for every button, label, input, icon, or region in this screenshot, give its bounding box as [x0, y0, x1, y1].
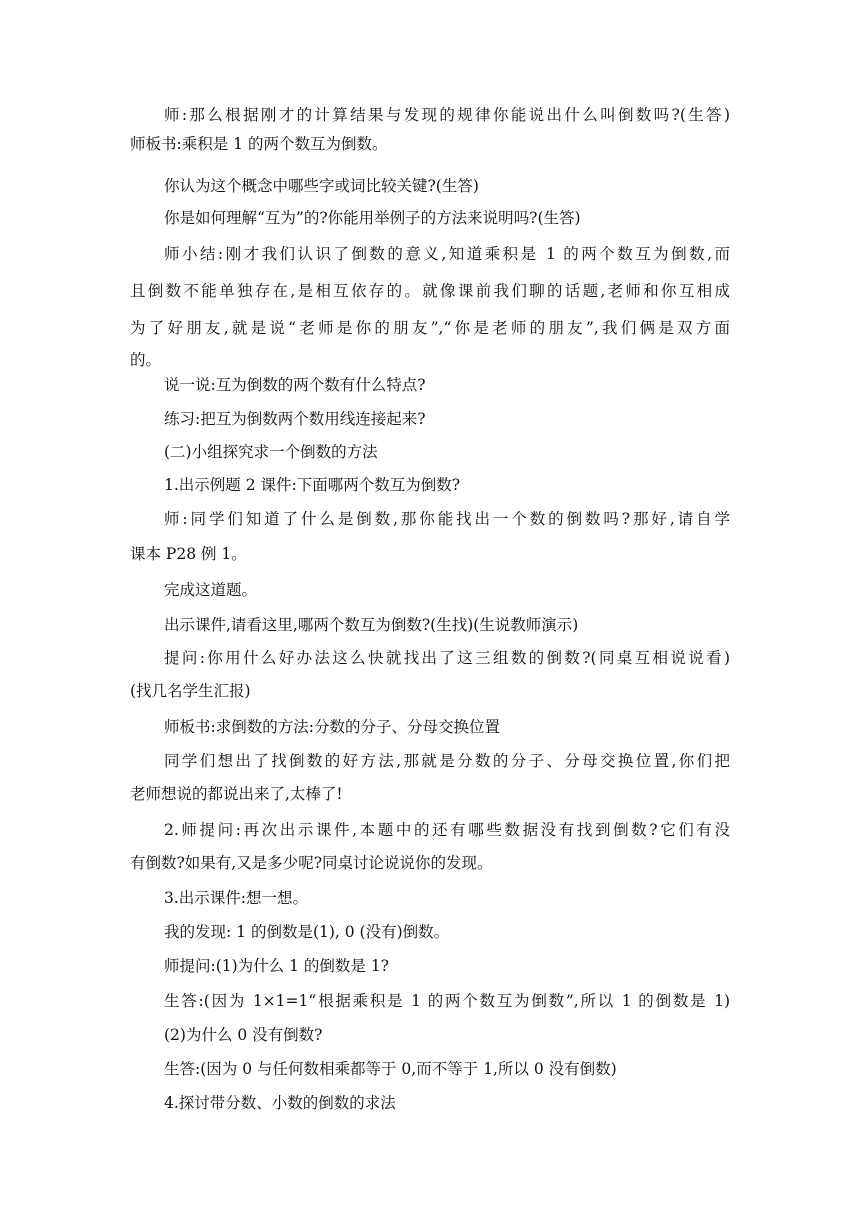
text-line: 课本 P28 例 1。 [130, 545, 247, 563]
text-line: 师:那么根据刚才的计算结果与发现的规律你能说出什么叫倒数吗?(生答) [164, 106, 730, 124]
text-line: 完成这道题。 [164, 581, 258, 599]
text-line: 同学们想出了找倒数的好方法,那就是分数的分子、分母交换位置,你们把 [164, 752, 730, 770]
text-line: 生答:(因为 1×1=1“根据乘积是 1 的两个数互为倒数”,所以 1 的倒数是 1) [164, 992, 730, 1010]
section-heading: (二)小组探究求一个倒数的方法 [164, 443, 378, 461]
text-line: 且倒数不能单独存在,是相互依存的。就像课前我们聊的话题,老师和你互相成 [130, 282, 730, 300]
text-line: 师板书:乘积是 1 的两个数互为倒数。 [130, 135, 388, 153]
text-line: 3.出示课件:想一想。 [164, 889, 309, 907]
text-line: 你是如何理解“互为”的?你能用举例子的方法来说明吗?(生答) [164, 209, 581, 227]
text-line: 说一说:互为倒数的两个数有什么特点? [164, 376, 426, 394]
text-line: (2)为什么 0 没有倒数? [164, 1026, 323, 1044]
text-line: 4.探讨带分数、小数的倒数的求法 [164, 1094, 396, 1112]
text-line: 的。 [130, 351, 162, 369]
text-line: 师小结:刚才我们认识了倒数的意义,知道乘积是 1 的两个数互为倒数,而 [164, 245, 730, 263]
text-line: 练习:把互为倒数两个数用线连接起来? [164, 410, 426, 428]
text-line: 我的发现: 1 的倒数是(1), 0 (没有)倒数。 [164, 923, 450, 941]
text-line: 2.师提问:再次出示课件,本题中的还有哪些数据没有找到倒数?它们有没 [164, 821, 730, 839]
text-line: 出示课件,请看这里,哪两个数互为倒数?(生找)(生说教师演示) [164, 616, 579, 634]
text-line: 你认为这个概念中哪些字或词比较关键?(生答) [164, 177, 479, 195]
text-line: 提问:你用什么好办法这么快就找出了这三组数的倒数?(同桌互相说说看) [164, 649, 730, 667]
text-line: 师提问:(1)为什么 1 的倒数是 1? [164, 957, 389, 975]
text-line: (找几名学生汇报) [130, 682, 251, 700]
text-line: 1.出示例题 2 课件:下面哪两个数互为倒数? [164, 476, 461, 494]
text-line: 为了好朋友,就是说“老师是你的朋友”,“你是老师的朋友”,我们俩是双方面 [130, 319, 730, 337]
text-line: 老师想说的都说出来了,太棒了! [130, 785, 343, 803]
text-line: 师板书:求倒数的方法:分数的分子、分母交换位置 [164, 718, 500, 736]
text-line: 有倒数?如果有,又是多少呢?同桌讨论说说你的发现。 [130, 854, 493, 872]
text-line: 师:同学们知道了什么是倒数,那你能找出一个数的倒数吗?那好,请自学 [164, 510, 730, 528]
text-line: 生答:(因为 0 与任何数相乘都等于 0,而不等于 1,所以 0 没有倒数) [164, 1060, 617, 1078]
